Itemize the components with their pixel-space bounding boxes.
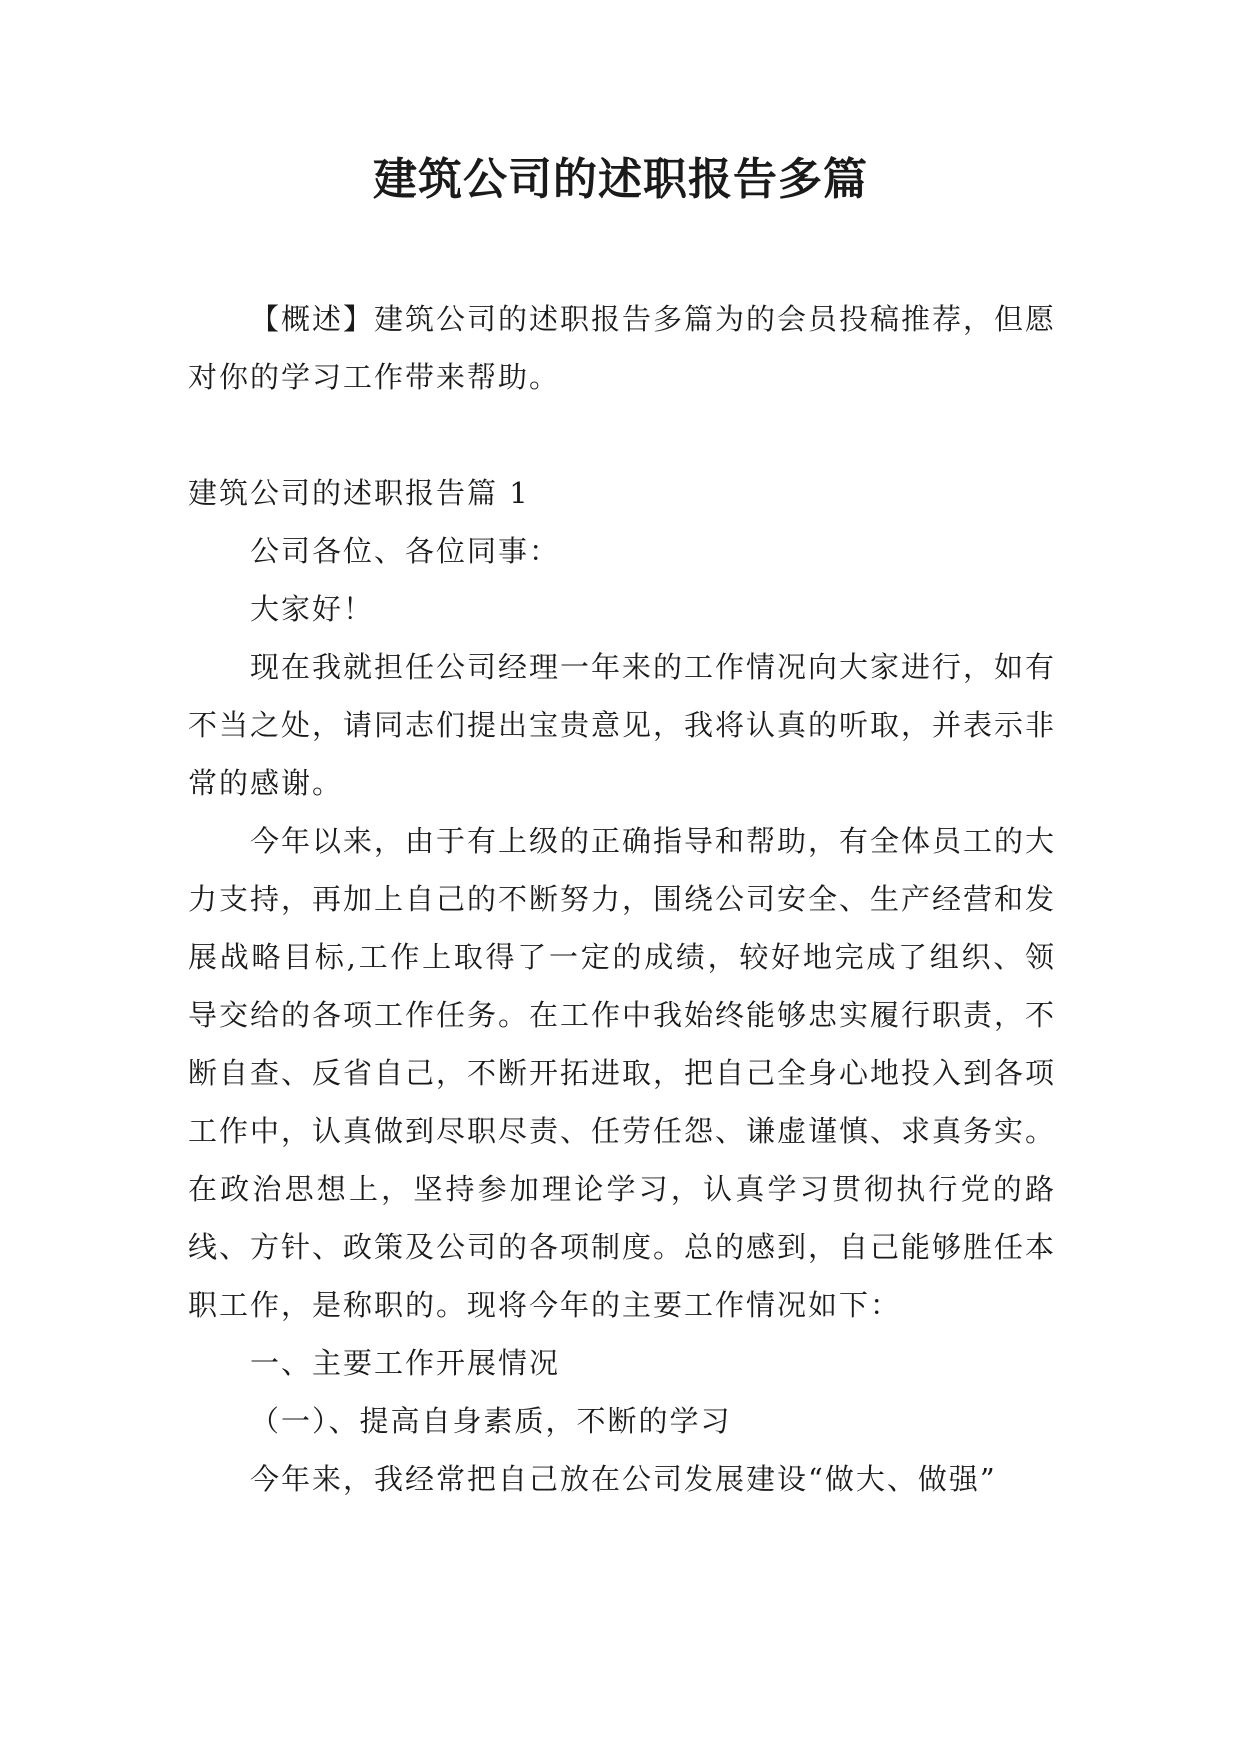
body-paragraph-1: 现在我就担任公司经理一年来的工作情况向大家进行，如有不当之处，请同志们提出宝贵意见，我将认真的听取，并表示非常的感谢。 <box>188 650 1057 800</box>
heading-main-work: 一、主要工作开展情况 <box>250 1346 561 1380</box>
hello-line: 大家好！ <box>250 592 375 626</box>
body-paragraph-3: 今年来，我经常把自己放在公司发展建设“做大、做强” <box>250 1462 997 1496</box>
greeting-line: 公司各位、各位同事： <box>250 534 561 568</box>
subheading-self-improvement: （一）、提高自身素质，不断的学习 <box>250 1404 732 1438</box>
document-title: 建筑公司的述职报告多篇 <box>373 154 868 205</box>
section-title: 建筑公司的述职报告篇 1 <box>188 476 530 510</box>
summary-paragraph: 【概述】建筑公司的述职报告多篇为的会员投稿推荐，但愿对你的学习工作带来帮助。 <box>188 302 1057 394</box>
body-paragraph-2: 今年以来，由于有上级的正确指导和帮助，有全体员工的大力支持，再加上自己的不断努力，围绕公司安全、生产经营和发展战略目标,工作上取得了一定的成绩，较好地完成了组织、领导交给的各项工作任务。在工作中我始终能够忠实履行职责，不断自查、反省自己，不断开拓进取，把自己全身心地投入到各项工作中，认真做到尽职尽责、任劳任怨、谦虚谨慎、求真务实。在政治思想上，坚持参加理论学习，认真学习贯彻执行党的路线、方针、政策及公司的各项制度。总的感到，自己能够胜任本职工作，是称职的。现将今年的主要工作情况如下： <box>188 824 1057 1322</box>
document-body <box>188 290 1056 1508</box>
